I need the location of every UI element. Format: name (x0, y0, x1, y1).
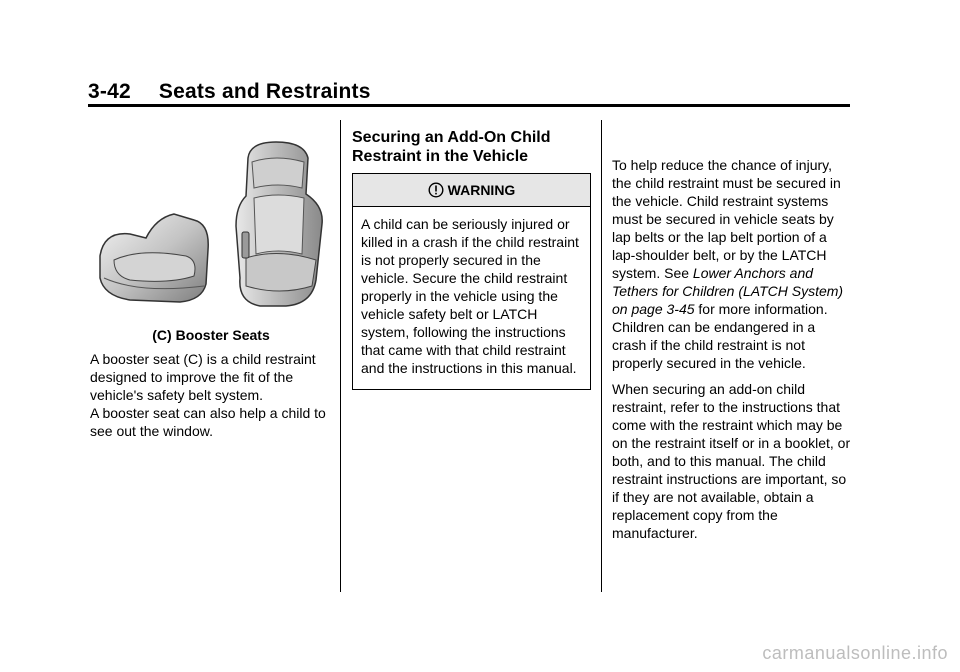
booster-seats-illustration (90, 136, 332, 316)
column-divider-left (340, 120, 341, 592)
latch-reference-link[interactable]: Lower Anchors and Tethers for Children (LATCH System) on page 3-45 (612, 265, 844, 317)
column-divider-right (601, 120, 602, 592)
section-title: Seats and Restraints (158, 80, 371, 103)
warning-label: WARNING (447, 182, 516, 198)
left-column-text (90, 350, 335, 440)
paragraph-1-end: for more information. Children can be endangered in a crash if the child restraint is not properly secured in the vehicle. (612, 301, 828, 371)
figure-caption: (C) Booster Seats (152, 327, 270, 343)
securing-paragraph-2: When securing an add-on child restraint, refer to the instructions that come with the restraint which may be on the restraint itself or in a booklet, or both, and to this manual. The child restraint instructions are important, so if they are not available, obtain a replacement copy from the manufacturer. (612, 381, 851, 541)
securing-paragraph-1 (612, 156, 852, 372)
warning-header (353, 174, 590, 207)
header-rule (88, 104, 850, 107)
booster-paragraph-1: A booster seat (C) is a child restraint designed to improve the fit of the vehicle's safety belt system. (90, 351, 316, 403)
right-column-text (612, 156, 852, 550)
warning-icon (428, 182, 444, 198)
backless-booster-seat (100, 214, 208, 302)
section-heading: Securing an Add-On Child Restraint in the Vehicle (352, 129, 551, 165)
page-header (88, 80, 371, 104)
warning-box (352, 173, 591, 390)
booster-paragraph-2: A booster seat can also help a child to see out the window. (90, 405, 326, 439)
watermark: carmanualsonline.info (762, 643, 948, 663)
paragraph-1-intro: To help reduce the chance of injury, the child restraint must be secured in the vehicle. Child restraint systems must be secured in vehicle seats by lap belts or the lap belt portion of a lap-shoulder belt, or by the LATCH system. See (612, 157, 841, 281)
page-number: 3-42 (88, 80, 131, 103)
warning-text: A child can be seriously injured or killed in a crash if the child restraint is not properly secured in the vehicle. Secure the child restraint properly in the vehicle using the vehicle safety belt or LATCH system, following the instructions that came with that child restraint and the instructions in this manual. (361, 216, 579, 376)
high-back-booster-seat (236, 142, 322, 306)
